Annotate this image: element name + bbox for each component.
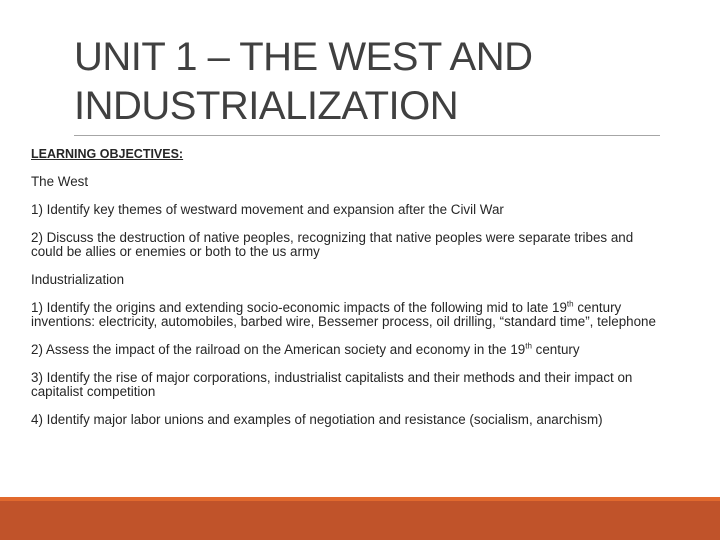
superscript: th	[566, 299, 574, 309]
industrialization-item-3	[31, 371, 659, 399]
industrialization-heading: Industrialization	[31, 272, 125, 287]
item-text-cont: century	[531, 342, 580, 357]
item-text: 4) Identify major labor unions and examples of negotiation and resistance (socialism, anarchism)	[31, 412, 603, 427]
superscript: th	[525, 341, 532, 351]
slide-title	[74, 33, 674, 131]
title-divider	[74, 135, 660, 136]
footer-band	[0, 501, 720, 540]
west-heading: The West	[31, 174, 89, 189]
item-text: 3) Identify the rise of major corporations, industrialist capitalists and their methods and their impact on capitalist competition	[31, 370, 633, 399]
slide-title-line-2: INDUSTRIALIZATION	[74, 84, 459, 128]
west-item-2: 2) Discuss the destruction of native peoples, recognizing that native peoples were separate tribes and could be allies or enemies or both to the us army	[31, 230, 634, 259]
industrialization-item-4	[31, 413, 659, 427]
slide-title-line-1: UNIT 1 – THE WEST AND	[74, 35, 533, 79]
item-text-cont: century inventions: electricity, automobiles, barbed wire, Bessemer process, oil drilling, “standard time”, telephone	[31, 300, 656, 329]
item-text: 1) Identify the origins and extending socio-economic impacts of the following mid to late 19	[31, 300, 567, 315]
item-text: 2) Assess the impact of the railroad on the American society and economy in the 19	[31, 342, 526, 357]
slide-body	[31, 147, 659, 441]
industrialization-item-1	[31, 301, 659, 329]
objectives-heading: LEARNING OBJECTIVES:	[31, 147, 184, 161]
industrialization-item-2	[31, 343, 659, 357]
west-item-1: 1) Identify key themes of westward movement and expansion after the Civil War	[31, 202, 504, 217]
